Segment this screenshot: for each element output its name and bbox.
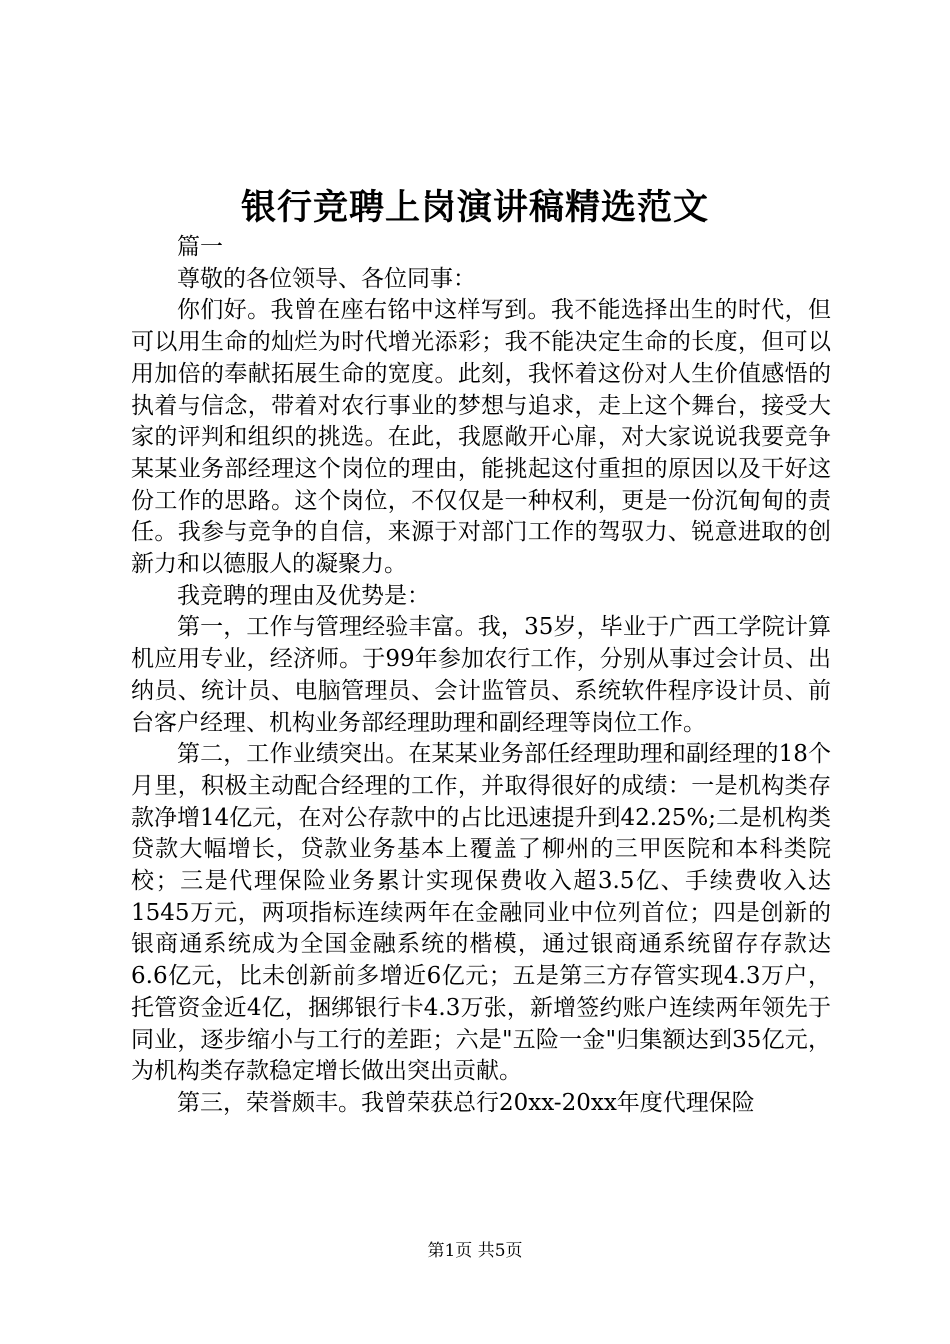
- paragraph-introduction: 你们好。我曾在座右铭中这样写到。我不能选择出生的时代，但可以用生命的灿烂为时代增光添彩；我不能决定生命的长度，但可以用加倍的奉献拓展生命的宽度。此刻，我怀着这份对人生价值感悟的执着与信念，带着对农行事业的梦想与追求，走上这个舞台，接受大家的评判和组织的挑选。在此，我愿敞开心扉，对大家说说我要竞争某某业务部经理这个岗位的理由，能挑起这付重担的原因以及干好这份工作的思路。这个岗位，不仅仅是一种权利，更是一份沉甸甸的责任。我参与竞争的自信，来源于对部门工作的驾驭力、锐意进取的创新力和以德服人的凝聚力。: [131, 297, 831, 578]
- document-title: 银行竞聘上岗演讲稿精选范文: [240, 187, 709, 228]
- page-number-footer: 第1页 共5页: [427, 1241, 523, 1261]
- paragraph-salutation: 尊敬的各位领导、各位同事：: [177, 265, 476, 292]
- document-body: [131, 232, 831, 1120]
- paragraph-second-reason: 第二，工作业绩突出。在某某业务部任经理助理和副经理的18个月里，积极主动配合经理的工作，并取得很好的成绩：一是机构类存款净增14亿元，在对公存款中的占比迅速提升到42.25%;二是机构类贷款大幅增长，贷款业务基本上覆盖了柳州的三甲医院和本科类院校；三是代理保险业务累计实现保费收入超3.5亿、手续费收入达1545万元，两项指标连续两年在金融同业中位列首位；四是创新的银商通系统成为全国金融系统的楷模，通过银商通系统留存存款达6.6亿元，比未创新前多增近6亿元；五是第三方存管实现4.3万户，托管资金近4亿，捆绑银行卡4.3万张，新增签约账户连续两年领先于同业，逐步缩小与工行的差距；六是"五险一金"归集额达到35亿元，为机构类存款稳定增长做出突出贡献。: [131, 741, 831, 1085]
- paragraph-first-reason: 第一，工作与管理经验丰富。我，35岁，毕业于广西工学院计算机应用专业，经济师。于99年参加农行工作，分别从事过会计员、出纳员、统计员、电脑管理员、会计监管员、系统软件程序设计员、前台客户经理、机构业务部经理助理和副经理等岗位工作。: [131, 614, 831, 736]
- paragraph-reasons-heading: 我竞聘的理由及优势是：: [177, 582, 430, 609]
- paragraph-section-label: 篇一: [177, 234, 223, 260]
- paragraph-third-reason: 第三，荣誉颇丰。我曾荣获总行20xx-20xx年度代理保险: [177, 1089, 755, 1116]
